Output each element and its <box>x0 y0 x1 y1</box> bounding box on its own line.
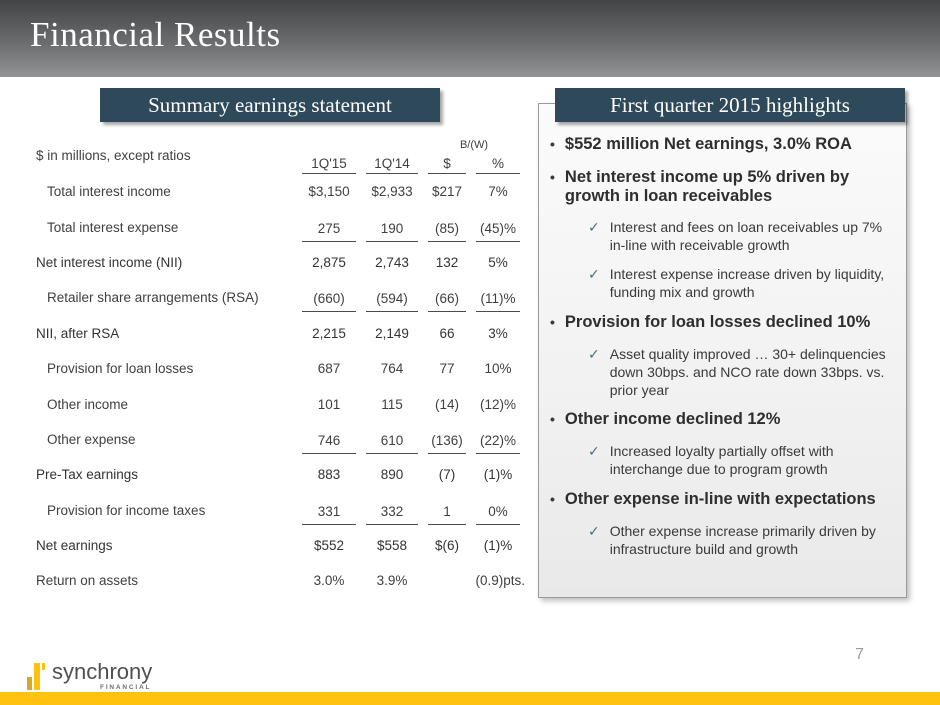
highlights-panel <box>538 103 907 598</box>
table-row <box>36 422 525 457</box>
row-value: (660) <box>302 291 356 312</box>
row-label: Net interest income (NII) <box>36 254 183 270</box>
highlights-header-label: First quarter 2015 highlights <box>610 92 850 117</box>
table-row <box>36 174 525 209</box>
table-row-roa <box>36 563 525 598</box>
row-value: 115 <box>381 396 403 412</box>
row-label: Pre-Tax earnings <box>36 467 139 483</box>
row-value: (11)% <box>476 291 520 312</box>
bullet-text: Net interest income up 5% driven by growth in loan receivables <box>564 167 850 205</box>
table-row <box>36 209 525 244</box>
table-head-spacer <box>297 136 423 151</box>
row-value: 10% <box>484 361 512 377</box>
bullet-item <box>550 490 899 509</box>
table-row-subtotal <box>36 316 525 351</box>
bottom-accent-bar <box>0 692 940 705</box>
check-icon: ✓ <box>588 265 600 282</box>
row-value: 77 <box>439 361 455 377</box>
summary-earnings-header-label: Summary earnings statement <box>148 92 392 117</box>
row-value: $552 <box>313 538 345 554</box>
row-value: 890 <box>380 467 404 483</box>
bullet-icon: • <box>550 491 555 508</box>
check-icon: ✓ <box>588 523 600 539</box>
brand-name: synchrony <box>52 659 153 684</box>
sub-bullet-item <box>588 266 899 302</box>
bullet-text: Provision for loan losses declined 10% <box>564 312 871 331</box>
row-value: 610 <box>366 433 418 454</box>
bullet-icon: • <box>550 313 555 330</box>
bullet-text: $552 million Net earnings, 3.0% ROA <box>564 135 852 153</box>
earnings-table <box>36 136 525 599</box>
row-value: (7) <box>438 467 456 483</box>
page-title: Financial Results <box>30 15 281 54</box>
bullet-icon: • <box>550 411 555 428</box>
row-value: (0.9)pts. <box>475 573 525 589</box>
bullet-item <box>550 135 899 154</box>
sub-bullet-item <box>588 523 899 559</box>
row-value: $558 <box>376 538 408 554</box>
row-value: 101 <box>317 396 341 412</box>
brand-subtitle: FINANCIAL <box>100 684 152 692</box>
row-value: 0% <box>476 504 520 525</box>
bullet-text: Other expense in-line with expectations <box>564 490 876 509</box>
row-label: Net earnings <box>36 538 113 554</box>
table-bw-row <box>36 136 525 151</box>
table-bw-label: B/(W) <box>459 139 489 151</box>
sub-bullet-text: Interest and fees on loan receivables up 7% in-line with receivable growth <box>609 219 883 254</box>
check-icon: ✓ <box>588 443 600 460</box>
row-label: Return on assets <box>36 573 139 589</box>
col-header-1q15: 1Q'15 <box>297 151 361 174</box>
summary-earnings-header <box>100 88 440 122</box>
table-row-total <box>36 528 525 563</box>
row-value: 2,743 <box>375 254 409 270</box>
sub-bullet-text: Interest expense increase driven by liquidity, funding mix and growth <box>609 265 885 300</box>
row-label: Total interest income <box>47 184 171 200</box>
table-row-subtotal <box>36 245 525 280</box>
row-value: (66) <box>428 291 466 312</box>
row-label: Total interest expense <box>47 219 179 235</box>
bullet-icon: • <box>550 136 555 152</box>
table-row <box>36 351 525 386</box>
bullet-item <box>550 410 899 429</box>
bullet-icon: • <box>550 168 555 185</box>
row-value: 687 <box>317 361 341 377</box>
check-icon: ✓ <box>588 345 600 362</box>
earnings-statement <box>36 136 525 599</box>
title-bar <box>0 0 940 77</box>
sub-bullet-text: Other expense increase primarily driven by infrastructure build and growth <box>609 523 876 557</box>
row-value: 883 <box>317 467 341 483</box>
bullet-item <box>550 313 899 332</box>
row-value: 3.0% <box>313 573 345 589</box>
row-value: 331 <box>302 504 356 525</box>
row-value: (136) <box>428 433 466 454</box>
row-value: 7% <box>488 184 508 200</box>
row-label: Retailer share arrangements (RSA) <box>47 290 259 306</box>
row-value: 764 <box>380 361 404 377</box>
highlights-header <box>555 88 905 122</box>
row-value: 2,215 <box>312 325 346 341</box>
sub-bullet-text: Asset quality improved … 30+ delinquencies down 30bps. and NCO rate down 33bps. vs. prior year <box>609 345 886 398</box>
row-value: (22)% <box>476 433 520 454</box>
table-row <box>36 386 525 421</box>
row-value: (45)% <box>476 221 520 242</box>
bullet-item <box>550 168 899 205</box>
row-value: (594) <box>366 291 418 312</box>
row-value: 746 <box>302 433 356 454</box>
row-value: 2,875 <box>312 254 346 270</box>
table-row <box>36 493 525 528</box>
col-header-1q14: 1Q'14 <box>361 151 423 174</box>
row-value: $(6) <box>434 538 459 554</box>
row-value: 332 <box>366 504 418 525</box>
row-label: Provision for income taxes <box>47 502 206 518</box>
row-label: Other expense <box>47 431 136 447</box>
highlights-list <box>548 135 899 570</box>
check-icon: ✓ <box>588 219 600 236</box>
row-value: 2,149 <box>375 325 409 341</box>
sub-bullet-item <box>588 219 899 255</box>
row-label: Provision for loan losses <box>47 361 194 377</box>
row-value: 66 <box>439 325 455 341</box>
sub-bullet-item <box>588 346 899 400</box>
row-label: NII, after RSA <box>36 325 120 341</box>
synchrony-spark-icon <box>27 660 45 692</box>
row-value: (85) <box>428 221 466 242</box>
row-value: (1)% <box>483 467 513 483</box>
row-value: 1 <box>428 504 466 525</box>
sub-bullet-item <box>588 443 899 479</box>
row-value: 132 <box>435 254 459 270</box>
row-label: Other income <box>47 396 129 412</box>
synchrony-logo <box>27 660 152 692</box>
row-value: $3,150 <box>308 184 350 200</box>
table-row <box>36 280 525 315</box>
row-value: (12)% <box>479 396 516 412</box>
row-value: $2,933 <box>371 184 413 200</box>
page-number: 7 <box>855 646 864 663</box>
row-value: 275 <box>302 221 356 242</box>
row-value: $217 <box>431 184 463 200</box>
col-header-percent: % <box>471 151 525 174</box>
table-row-subtotal <box>36 457 525 492</box>
col-header-dollar: $ <box>423 151 471 174</box>
table-units-label: $ in millions, except ratios <box>36 147 191 163</box>
row-value: (1)% <box>483 538 513 554</box>
row-value: 5% <box>488 254 508 270</box>
row-value: 3.9% <box>376 573 408 589</box>
bullet-text: Other income declined 12% <box>564 410 781 429</box>
row-value: (14) <box>434 396 459 412</box>
sub-bullet-text: Increased loyalty partially offset with interchange due to program growth <box>609 443 834 478</box>
row-value: 190 <box>366 221 418 242</box>
row-value: 3% <box>488 325 508 341</box>
